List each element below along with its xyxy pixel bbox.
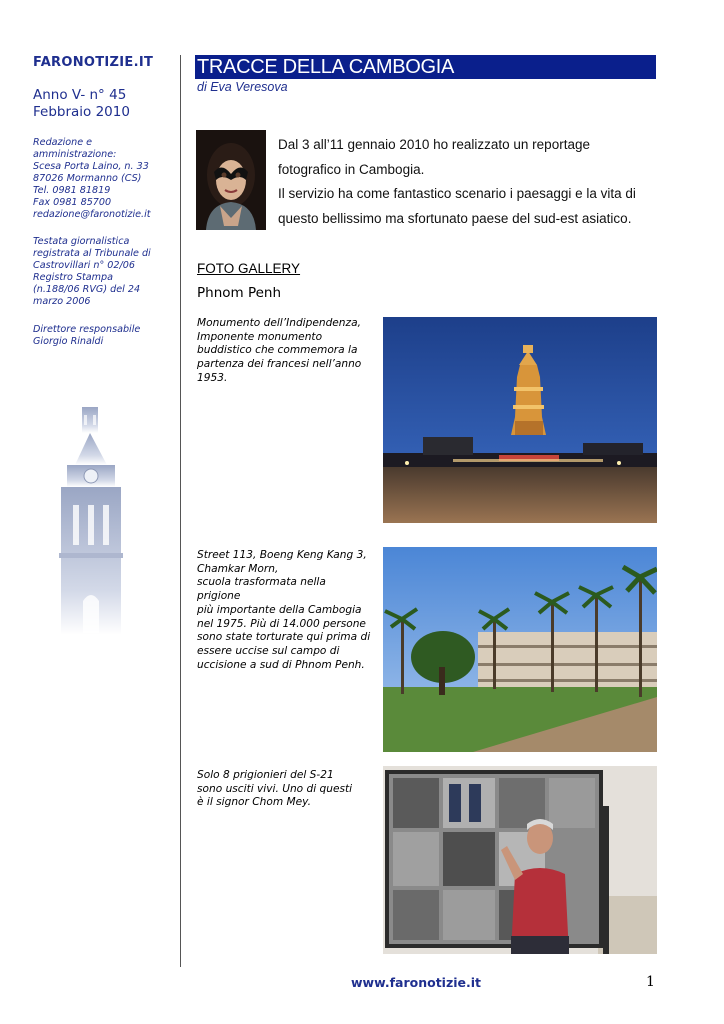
- photo-s21-prison-school: [383, 547, 657, 752]
- registration-info: [33, 236, 173, 308]
- address-line: 87026 Mormanno (CS): [33, 173, 142, 184]
- caption-line: sono state torturate qui prima di: [197, 631, 371, 644]
- article-author: di Eva Veresova: [197, 80, 288, 94]
- city-heading: Phnom Penh: [197, 285, 282, 301]
- photo-chom-mey: [383, 766, 657, 954]
- address-line: Redazione e: [33, 137, 93, 148]
- photo-independence-monument: [383, 317, 657, 523]
- caption-line: è il signor Chom Mey.: [197, 796, 311, 809]
- caption-line: essere uccise sul campo di: [197, 644, 340, 657]
- article-intro: [278, 133, 663, 231]
- caption-line: scuola trasformata nella prigione: [197, 576, 326, 603]
- director-name: Giorgio Rinaldi: [33, 336, 104, 347]
- registration-line: Testata giornalistica: [33, 236, 130, 247]
- intro-line: Dal 3 all’11 gennaio 2010 ho realizzato un reportage: [278, 137, 590, 152]
- intro-line: fotografico in Cambogia.: [278, 161, 425, 177]
- caption-line: buddistico che commemora la: [197, 344, 358, 357]
- caption-line: uccisione a sud di Phnom Penh.: [197, 658, 365, 671]
- page-number: 1: [646, 974, 655, 990]
- intro-line: questo bellissimo ma sfortunato paese del sud-est asiatico.: [278, 210, 632, 226]
- footer-website-link[interactable]: www.faronotizie.it: [351, 975, 482, 990]
- caption-line: partenza dei francesi nell’anno: [197, 358, 362, 371]
- issue-date: Febbraio 2010: [33, 104, 130, 120]
- caption-line: Street 113, Boeng Keng Kang 3,: [197, 549, 367, 561]
- address-line: amministrazione:: [33, 149, 117, 160]
- issue-info: [33, 87, 130, 121]
- article-title: TRACCE DELLA CAMBOGIA: [197, 56, 455, 78]
- caption-line: Monumento dell’Indipendenza,: [197, 317, 361, 329]
- masthead: FARONOTIZIE.IT: [33, 55, 154, 70]
- registration-line: Castrovillari n° 02/06: [33, 260, 135, 271]
- director-info: [33, 324, 173, 348]
- registration-line: marzo 2006: [33, 296, 91, 307]
- issue-number: Anno V- n° 45: [33, 87, 127, 103]
- intro-line: Il servizio ha come fantastico scenario i paesaggi e la vita di: [278, 186, 636, 201]
- director-label: Direttore responsabile: [33, 324, 141, 335]
- caption-line: Chamkar Morn,: [197, 562, 279, 575]
- author-portrait: [196, 130, 266, 230]
- gallery-heading: FOTO GALLERY: [197, 261, 301, 276]
- caption-line: sono usciti vivi. Uno di questi: [197, 782, 353, 795]
- caption-line: nel 1975. Più di 14.000 persone: [197, 617, 366, 630]
- lighthouse-tower-illustration: [55, 405, 127, 635]
- caption-line: Solo 8 prigionieri del S-21: [197, 769, 334, 781]
- fax: Fax 0981 85700: [33, 197, 112, 208]
- photo-caption-1: [197, 317, 372, 386]
- photo-caption-2: [197, 549, 372, 672]
- caption-line: 1953.: [197, 371, 228, 384]
- caption-line: più importante della Cambogia: [197, 603, 362, 616]
- photo-caption-3: [197, 769, 372, 810]
- column-divider: [180, 55, 181, 967]
- editorial-address: [33, 137, 173, 221]
- registration-line: (n.188/06 RVG) del 24: [33, 284, 141, 295]
- caption-line: Imponente monumento: [197, 330, 323, 343]
- registration-line: registrata al Tribunale di: [33, 248, 151, 259]
- address-line: Scesa Porta Laino, n. 33: [33, 161, 149, 172]
- email-link[interactable]: redazione@faronotizie.it: [33, 209, 151, 220]
- phone: Tel. 0981 81819: [33, 185, 111, 196]
- registration-line: Registro Stampa: [33, 272, 113, 283]
